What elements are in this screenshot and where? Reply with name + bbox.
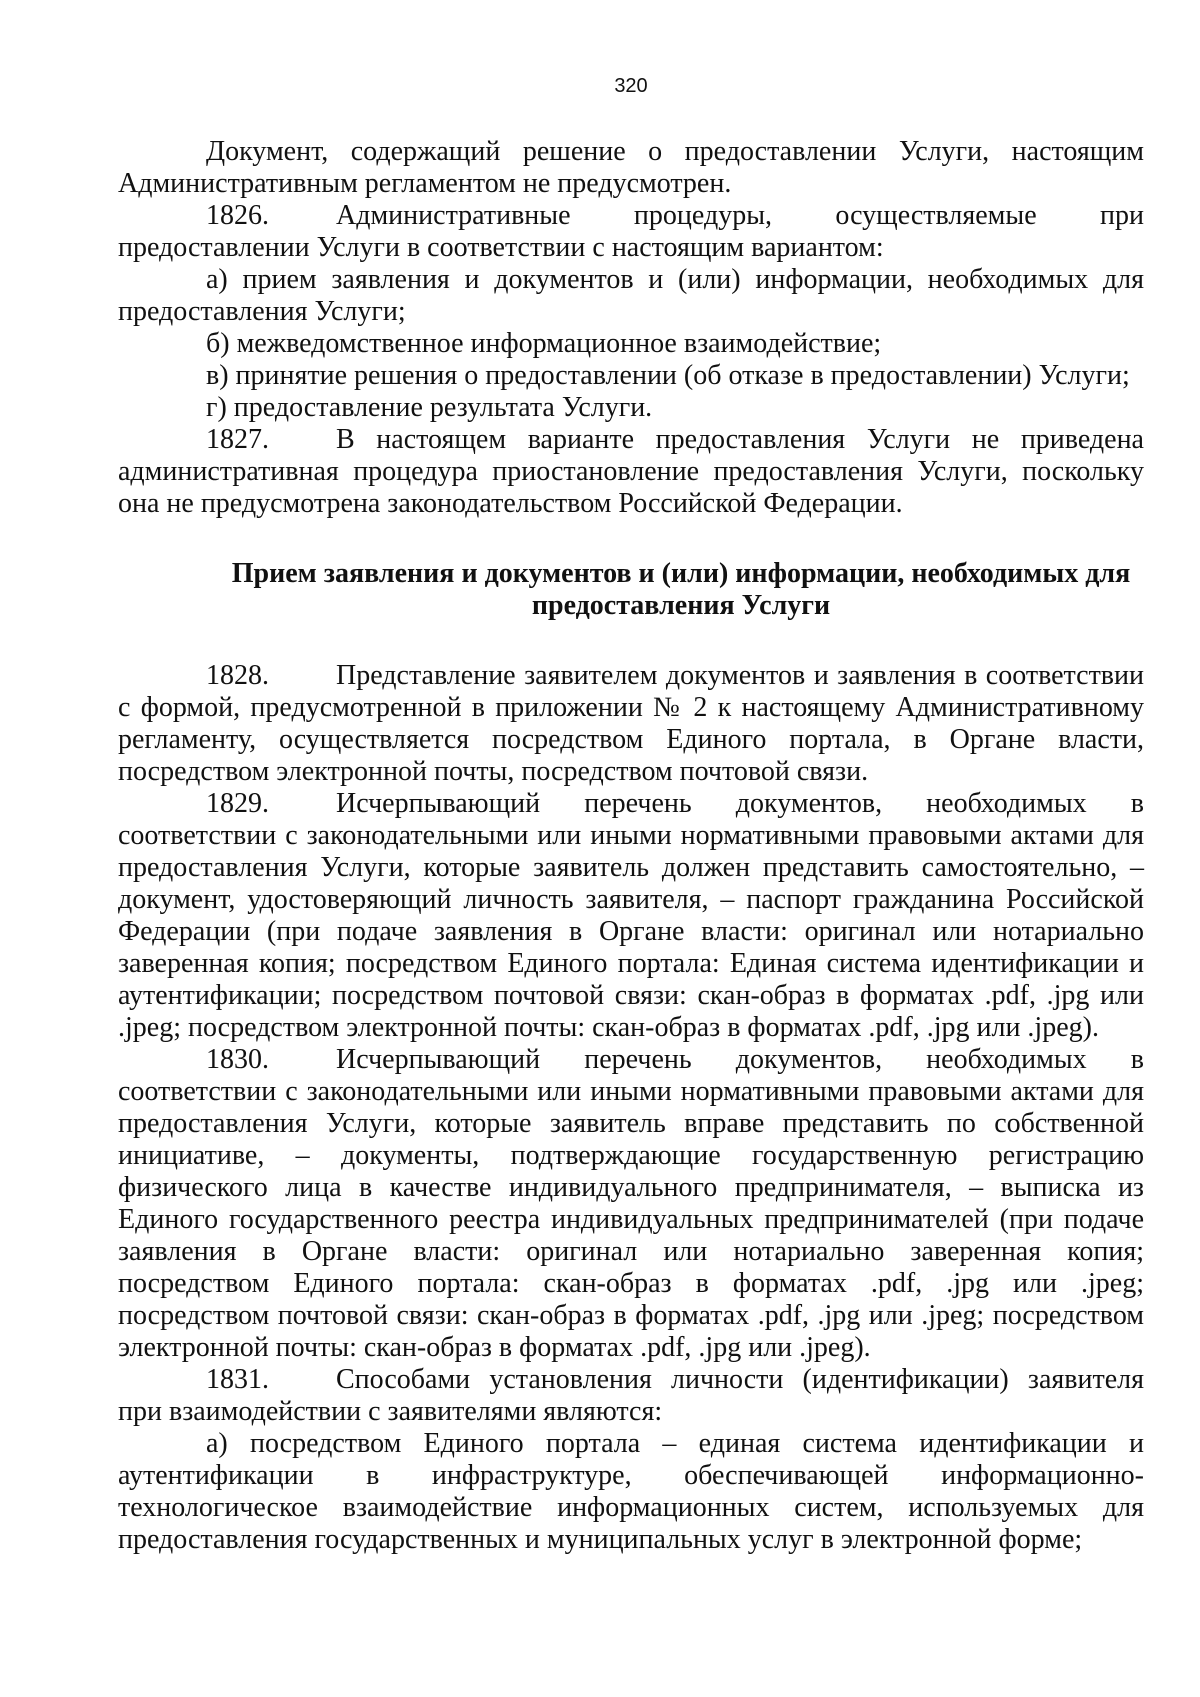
paragraph-1829 [118, 788, 1144, 1044]
paragraph-number: 1830. [206, 1044, 269, 1075]
paragraph-text: Способами установления личности (идентификации) заявителя при взаимодействии с заявителями являются: [118, 1364, 1144, 1427]
paragraph-number: 1828. [206, 660, 269, 691]
paragraph-number: 1826. [206, 200, 269, 231]
paragraph-1830 [118, 1044, 1144, 1364]
paragraph-1828 [118, 660, 1144, 788]
paragraph-text: Административные процедуры, осуществляемые при предоставлении Услуги в соответствии с настоящим вариантом: [118, 200, 1144, 263]
list-item-b: б) межведомственное информационное взаимодействие; [206, 328, 882, 359]
section-heading-line: Прием заявления и документов и (или) информации, необходимых для [231, 558, 1131, 589]
paragraph-number: 1829. [206, 788, 269, 819]
paragraph-number: 1831. [206, 1364, 269, 1395]
page-number: 320 [614, 75, 648, 97]
paragraph-1831 [118, 1364, 1144, 1428]
paragraph-text: Исчерпывающий перечень документов, необходимых в соответствии с законодательными или иными нормативными правовыми актами для предоставления Услуги, которые заявитель должен представить самостоятельно, – документ, удостоверяющий личность заявителя, – паспорт гражданина Российской Федерации (при подаче заявления в Органе власти: оригинал или нотариально заверенная копия; посредством Единого портала: Единая система идентификации и аутентификации; посредством почтовой связи: скан-образ в форматах .pdf, .jpg или .jpeg; посредством электронной почты: скан-образ в форматах .pdf, .jpg или .jpeg). [118, 788, 1144, 1043]
paragraph-text: Исчерпывающий перечень документов, необходимых в соответствии с законодательными или иными нормативными правовыми актами для предоставления Услуги, которые заявитель вправе представить по собственной инициативе, – документы, подтверждающие государственную регистрацию физического лица в качестве индивидуального предпринимателя, – выписка из Единого государственного реестра индивидуальных предпринимателей (при подаче заявления в Органе власти: оригинал или нотариально заверенная копия; посредством Единого портала: скан-образ в форматах .pdf, .jpg или .jpeg; посредством почтовой связи: скан-образ в форматах .pdf, .jpg или .jpeg; посредством электронной почты: скан-образ в форматах .pdf, .jpg или .jpeg). [118, 1044, 1144, 1363]
paragraph-1827 [118, 424, 1144, 520]
paragraph-number: 1827. [206, 424, 269, 455]
paragraph-text: Представление заявителем документов и заявления в соответствии с формой, предусмотренной в приложении № 2 к настоящему Административному регламенту, осуществляется посредством Единого портала, в Органе власти, посредством электронной почты, посредством почтовой связи. [118, 660, 1144, 787]
section-heading [218, 558, 1144, 622]
paragraph-1826 [118, 200, 1144, 264]
list-item-g: г) предоставление результата Услуги. [206, 392, 653, 423]
paragraph-result-document: Документ, содержащий решение о предоставлении Услуги, настоящим Административным регламентом не предусмотрен. [118, 136, 1144, 199]
section-heading-line: предоставления Услуги [531, 590, 831, 621]
list-item-v: в) принятие решения о предоставлении (об отказе в предоставлении) Услуги; [206, 360, 1130, 391]
list-item-a: а) прием заявления и документов и (или) информации, необходимых для предоставления Услуги; [118, 264, 1144, 327]
paragraph-text: В настоящем варианте предоставления Услуги не приведена административная процедура приостановление предоставления Услуги, поскольку она не предусмотрена законодательством Российской Федерации. [118, 424, 1144, 519]
list-item-1831-a: а) посредством Единого портала – единая система идентификации и аутентификации в инфраструктуре, обеспечивающей информационно-технологическое взаимодействие информационных систем, используемых для предоставления государственных и муниципальных услуг в электронной форме; [118, 1428, 1144, 1555]
